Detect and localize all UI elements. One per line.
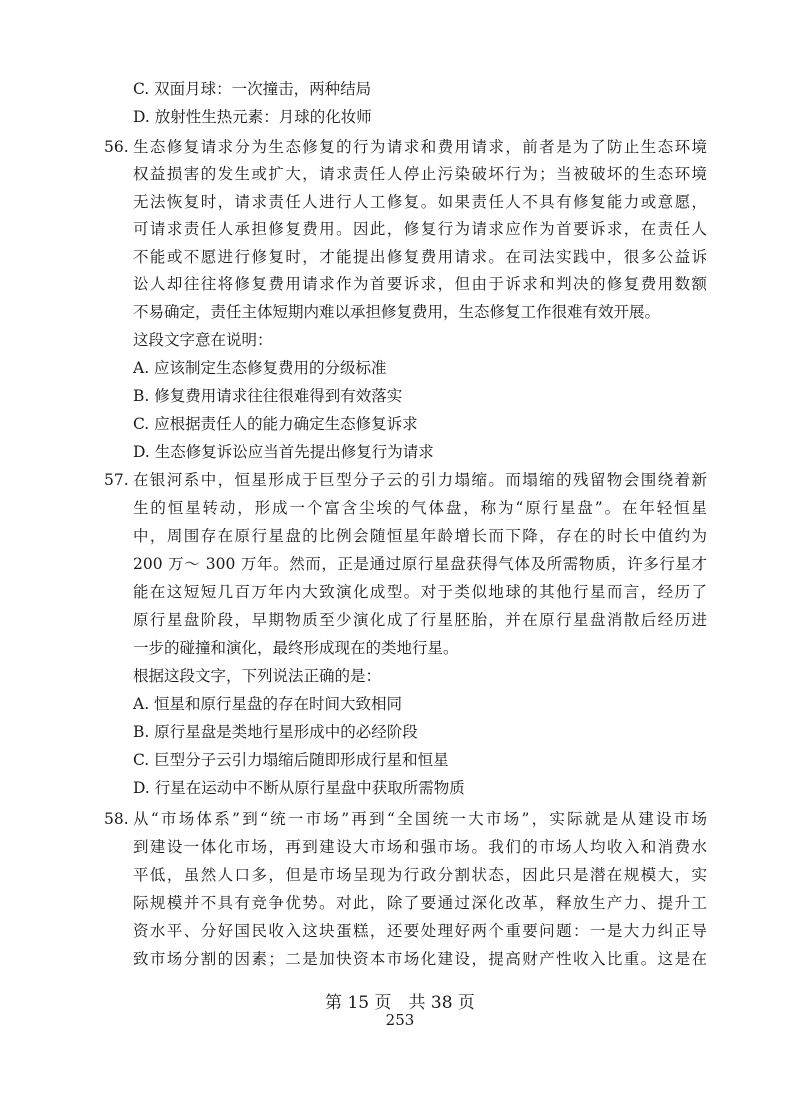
q58-stem-line: 致市场分割的因素；二是加快资本市场化建设，提高财产性收入比重。这是在 — [133, 950, 707, 968]
q57-stem-line: 200 万～ 300 万年。然而，正是通过原行星盘获得气体及所需物质，许多行星才 — [133, 555, 707, 573]
q58-stem-line: 际规模并不具有竞争优势。对此，除了要通过深化改革，释放生产力、提升工 — [133, 894, 707, 912]
q56-stem-line: 无法恢复时，请求责任人进行人工修复。如果责任人不具有修复能力或意愿， — [133, 193, 707, 211]
q58-stem-line: 资水平、分好国民收入这块蛋糕，还要处理好两个重要问题：一是大力纠正导 — [133, 922, 707, 940]
q57-option-d: D. 行星在运动中不断从原行星盘中获取所需物质 — [133, 779, 465, 797]
q56-stem-line: 不易确定，责任主体短期内难以承担修复费用，生态修复工作很难有效开展。 — [133, 303, 661, 321]
page-label: 第 15 页 共 38 页 — [325, 993, 475, 1013]
q57-prompt: 根据这段文字，下列说法正确的是： — [133, 667, 382, 685]
q56-option-d: D. 生态修复诉讼应当首先提出修复行为请求 — [133, 443, 434, 461]
page-number: 253 — [385, 1011, 415, 1029]
q57-stem-line: 原行星盘阶段，早期物质至少演化成了行星胚胎，并在原行星盘消散后经历进 — [133, 611, 707, 629]
q58-number: 58. — [104, 810, 129, 828]
q57-stem-line: 生的恒星转动，形成一个富含尘埃的气体盘，称为“原行星盘”。在年轻恒星 — [133, 499, 707, 517]
q57-stem-line: 能在这短短几百万年内大致演化成型。对于类似地球的其他行星而言，经历了 — [133, 583, 707, 601]
q56-stem-line: 可请求责任人承担修复费用。因此，修复行为请求应作为首要诉求，在责任人 — [133, 220, 707, 238]
q56-number: 56. — [104, 138, 129, 156]
q56-option-c: C. 应根据责任人的能力确定生态修复诉求 — [133, 415, 418, 433]
q57-option-b: B. 原行星盘是类地行星形成中的必经阶段 — [133, 723, 418, 741]
q58-stem-line: 平低，虽然人口多，但是市场呈现为行政分割状态，因此只是潜在规模大，实 — [133, 866, 707, 884]
q55-option-c: C. 双面月球：一次撞击，两种结局 — [133, 80, 372, 98]
q55-option-d: D. 放射性生热元素：月球的化妆师 — [133, 108, 372, 126]
q58-stem-line: 从“市场体系”到“统一市场”再到“全国统一大市场”，实际就是从建设市场 — [133, 810, 707, 828]
q56-stem-line: 权益损害的发生或扩大，请求责任人停止污染破坏行为；当被破坏的生态环境 — [133, 165, 707, 183]
q56-prompt: 这段文字意在说明： — [133, 331, 273, 349]
q56-stem-line: 讼人却往往将修复费用请求作为首要诉求，但由于诉求和判决的修复费用数额 — [133, 275, 707, 293]
q56-option-b: B. 修复费用请求往往很难得到有效落实 — [133, 387, 403, 405]
q58-stem-line: 到建设一体化市场，再到建设大市场和强市场。我们的市场人均收入和消费水 — [133, 838, 707, 856]
q56-stem-line: 生态修复请求分为生态修复的行为请求和费用请求，前者是为了防止生态环境 — [133, 138, 707, 156]
q56-option-a: A. 应该制定生态修复费用的分级标准 — [133, 359, 387, 377]
q56-stem-line: 不能或不愿进行修复时，才能提出修复费用请求。在司法实践中，很多公益诉 — [133, 248, 707, 266]
q57-stem-line: 一步的碰撞和演化，最终形成现在的类地行星。 — [133, 639, 459, 657]
q57-number: 57. — [104, 471, 129, 489]
q57-option-c: C. 巨型分子云引力塌缩后随即形成行星和恒星 — [133, 751, 449, 769]
q57-stem-line: 在银河系中，恒星形成于巨型分子云的引力塌缩。而塌缩的残留物会围绕着新 — [133, 471, 707, 489]
q57-option-a: A. 恒星和原行星盘的存在时间大致相同 — [133, 695, 403, 713]
q57-stem-line: 中，周围存在原行星盘的比例会随恒星年龄增长而下降，存在的时长中值约为 — [133, 527, 707, 545]
